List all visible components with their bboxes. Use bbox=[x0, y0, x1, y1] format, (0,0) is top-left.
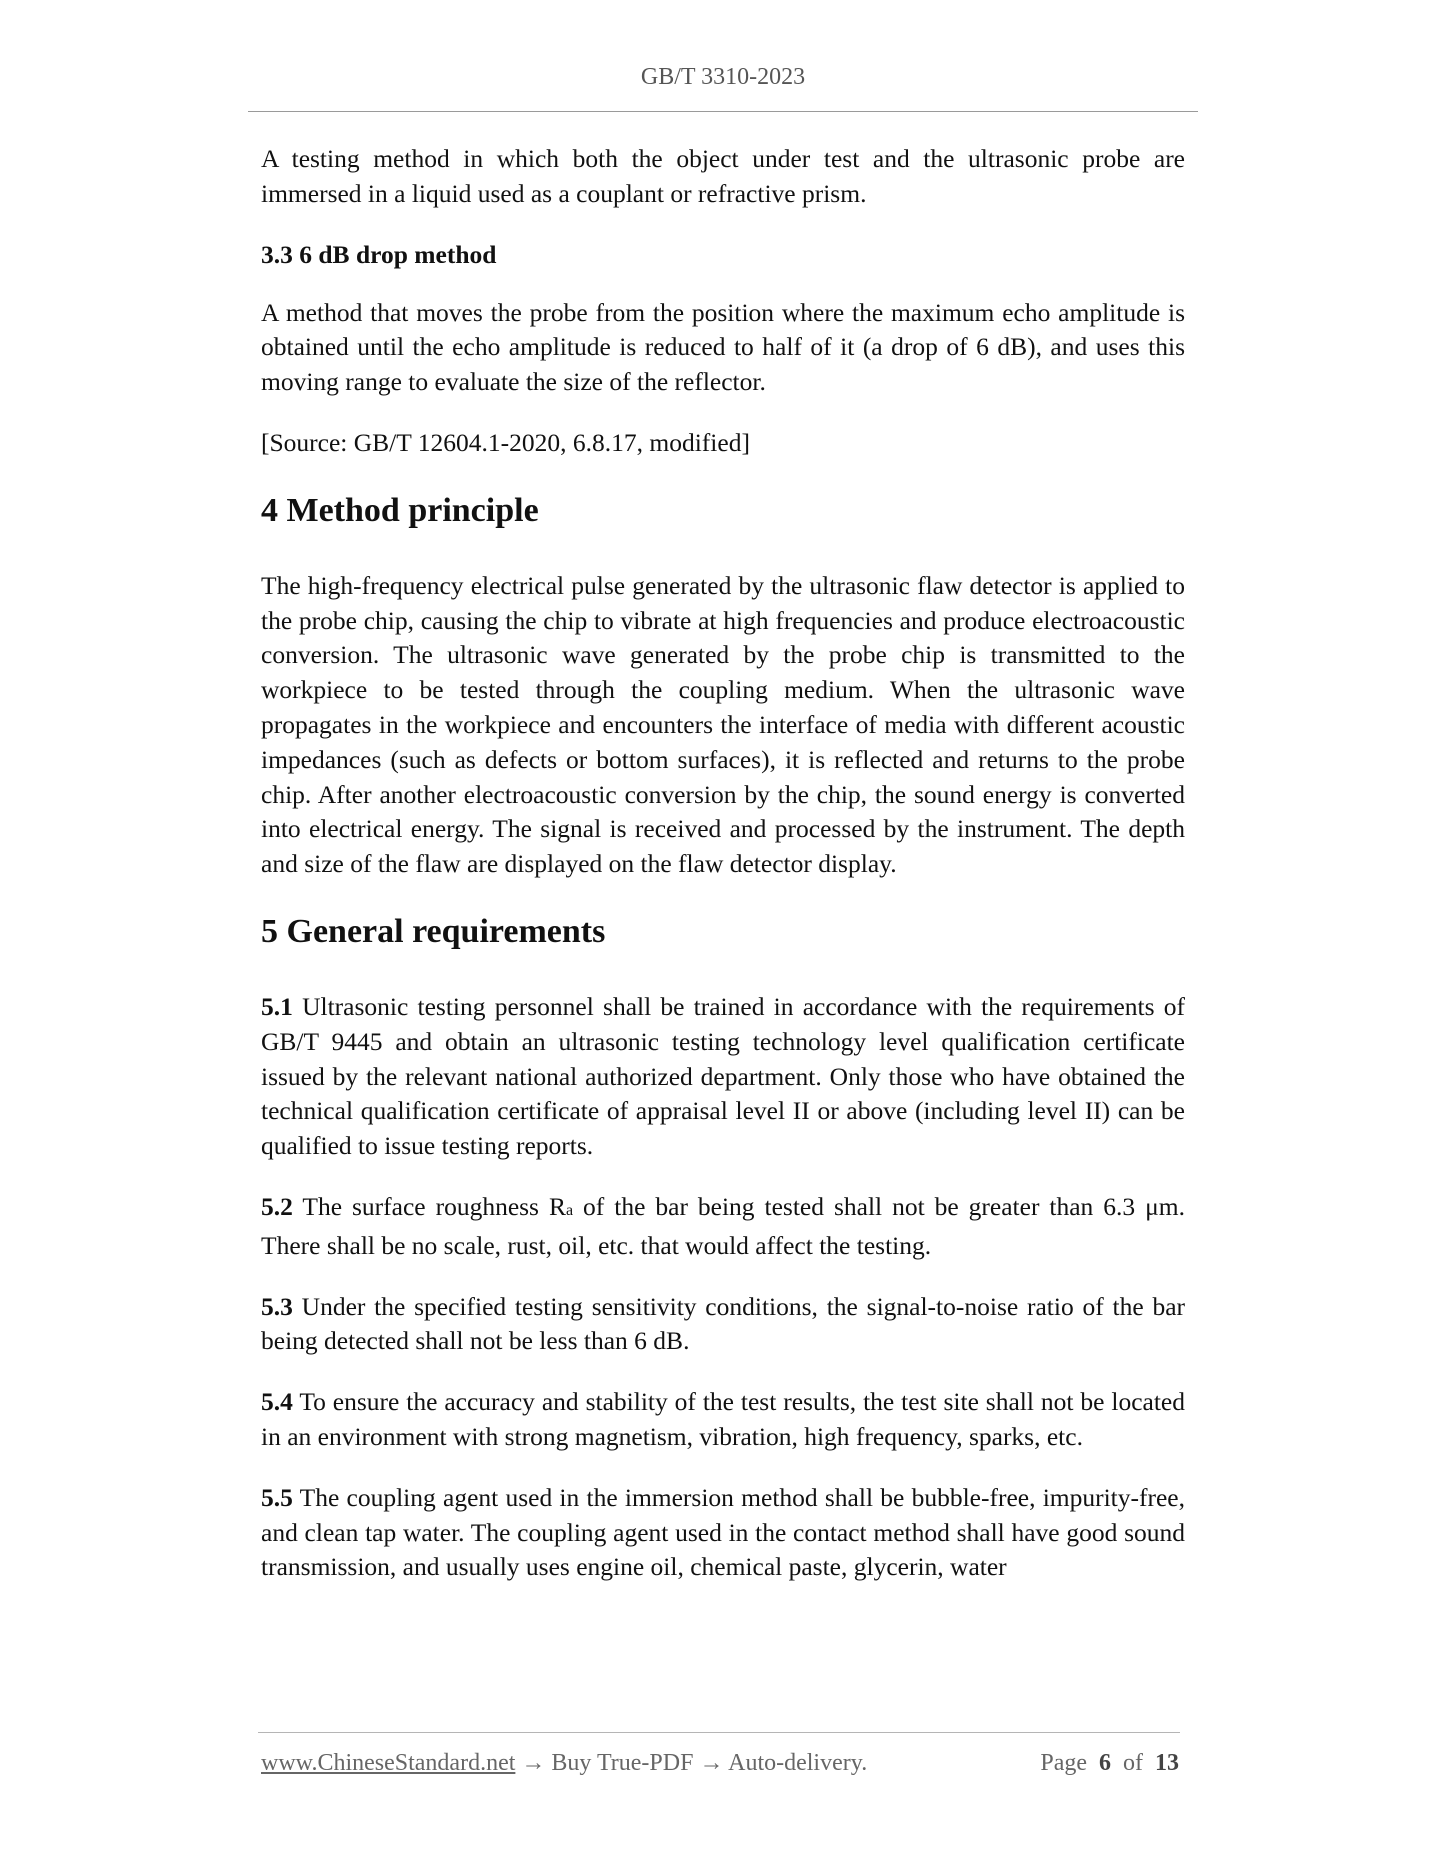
clause-number: 5.4 bbox=[261, 1387, 293, 1417]
clause-5-4 bbox=[261, 1385, 1185, 1455]
clause-5-3 bbox=[261, 1290, 1185, 1360]
clause-number: 5.2 bbox=[261, 1191, 293, 1221]
footer-tagline: → Buy True-PDF → Auto-delivery. bbox=[515, 1750, 868, 1776]
page-current: 6 bbox=[1099, 1750, 1111, 1776]
roughness-subscript: a bbox=[565, 1201, 574, 1219]
page-body bbox=[261, 142, 1185, 1611]
intro-paragraph: A testing method in which both the object under test and the ultrasonic probe are immersed in a liquid used as a couplant or refractive prism. bbox=[261, 144, 1185, 208]
header-divider bbox=[248, 111, 1198, 112]
page-total: 13 bbox=[1155, 1750, 1179, 1776]
clause-number: 5.1 bbox=[261, 991, 293, 1021]
subclause-3-3-source: [Source: GB/T 12604.1-2020, 6.8.17, modified] bbox=[261, 427, 750, 457]
clause-text: To ensure the accuracy and stability of the test results, the test site shall not be located in an environment with strong magnetism, vibration, high frequency, sparks, etc. bbox=[261, 1387, 1185, 1451]
page-of: of bbox=[1123, 1750, 1143, 1776]
footer-promo bbox=[261, 1750, 867, 1777]
section-4-paragraph: The high-frequency electrical pulse generated by the ultrasonic flaw detector is applied to the probe chip, causing the chip to vibrate at high frequencies and produce electroacoustic conversion. The ultrasonic wave generated by the probe chip is transmitted to the workpiece to be tested through the coupling medium. When the ultrasonic wave propagates in the workpiece and encounters the interface of media with different acoustic impedances (such as defects or bottom surfaces), it is reflected and returns to the probe chip. After another electroacoustic conversion by the chip, the sound energy is converted into electrical energy. The signal is received and processed by the instrument. The depth and size of the flaw are displayed on the flaw detector display. bbox=[261, 570, 1185, 879]
clause-text: Ultrasonic testing personnel shall be trained in accordance with the requirements of GB/T 9445 and obtain an ultrasonic testing technology level qualification certificate issued by the relevant national authorized department. Only those who have obtained the technical qualification certificate of appraisal level II or above (including level II) can be qualified to issue testing reports. bbox=[261, 991, 1185, 1161]
clause-number: 5.5 bbox=[261, 1482, 293, 1512]
footer-divider bbox=[258, 1732, 1180, 1733]
section-4-title: 4 Method principle bbox=[261, 491, 539, 529]
page-footer bbox=[261, 1750, 1179, 1777]
page-header bbox=[248, 64, 1198, 91]
page-number bbox=[1040, 1750, 1179, 1777]
clause-text: The surface roughness R bbox=[302, 1191, 566, 1221]
document-id: GB/T 3310-2023 bbox=[640, 64, 806, 90]
clause-text: Under the specified testing sensitivity conditions, the signal-to-noise ratio of the bar being detected shall not be less than 6 dB. bbox=[261, 1291, 1186, 1356]
clause-5-1 bbox=[261, 990, 1185, 1164]
section-5-title: 5 General requirements bbox=[261, 912, 606, 950]
clause-text-continued: of the bar being tested shall not be greater than 6.3 μm. There shall be no scale, rust, oil, etc. that would affect the testing. bbox=[261, 1191, 1185, 1260]
subclause-3-3-text: A method that moves the probe from the position where the maximum echo amplitude is obtained until the echo amplitude is reduced to half of it (a drop of 6 dB), and uses this moving range to evaluate the size of the reflector. bbox=[261, 297, 1185, 397]
clause-5-2 bbox=[261, 1190, 1185, 1264]
page-label: Page bbox=[1040, 1750, 1087, 1776]
clause-text: The coupling agent used in the immersion method shall be bubble-free, impurity-free, and clean tap water. The coupling agent used in the contact method shall have good sound transmission, and usually uses engine oil, chemical paste, glycerin, water bbox=[261, 1482, 1186, 1582]
clause-5-5 bbox=[261, 1481, 1185, 1585]
subclause-3-3-title: 3.3 6 dB drop method bbox=[261, 239, 497, 269]
website-link[interactable]: www.ChineseStandard.net bbox=[261, 1750, 516, 1776]
clause-number: 5.3 bbox=[261, 1291, 293, 1321]
